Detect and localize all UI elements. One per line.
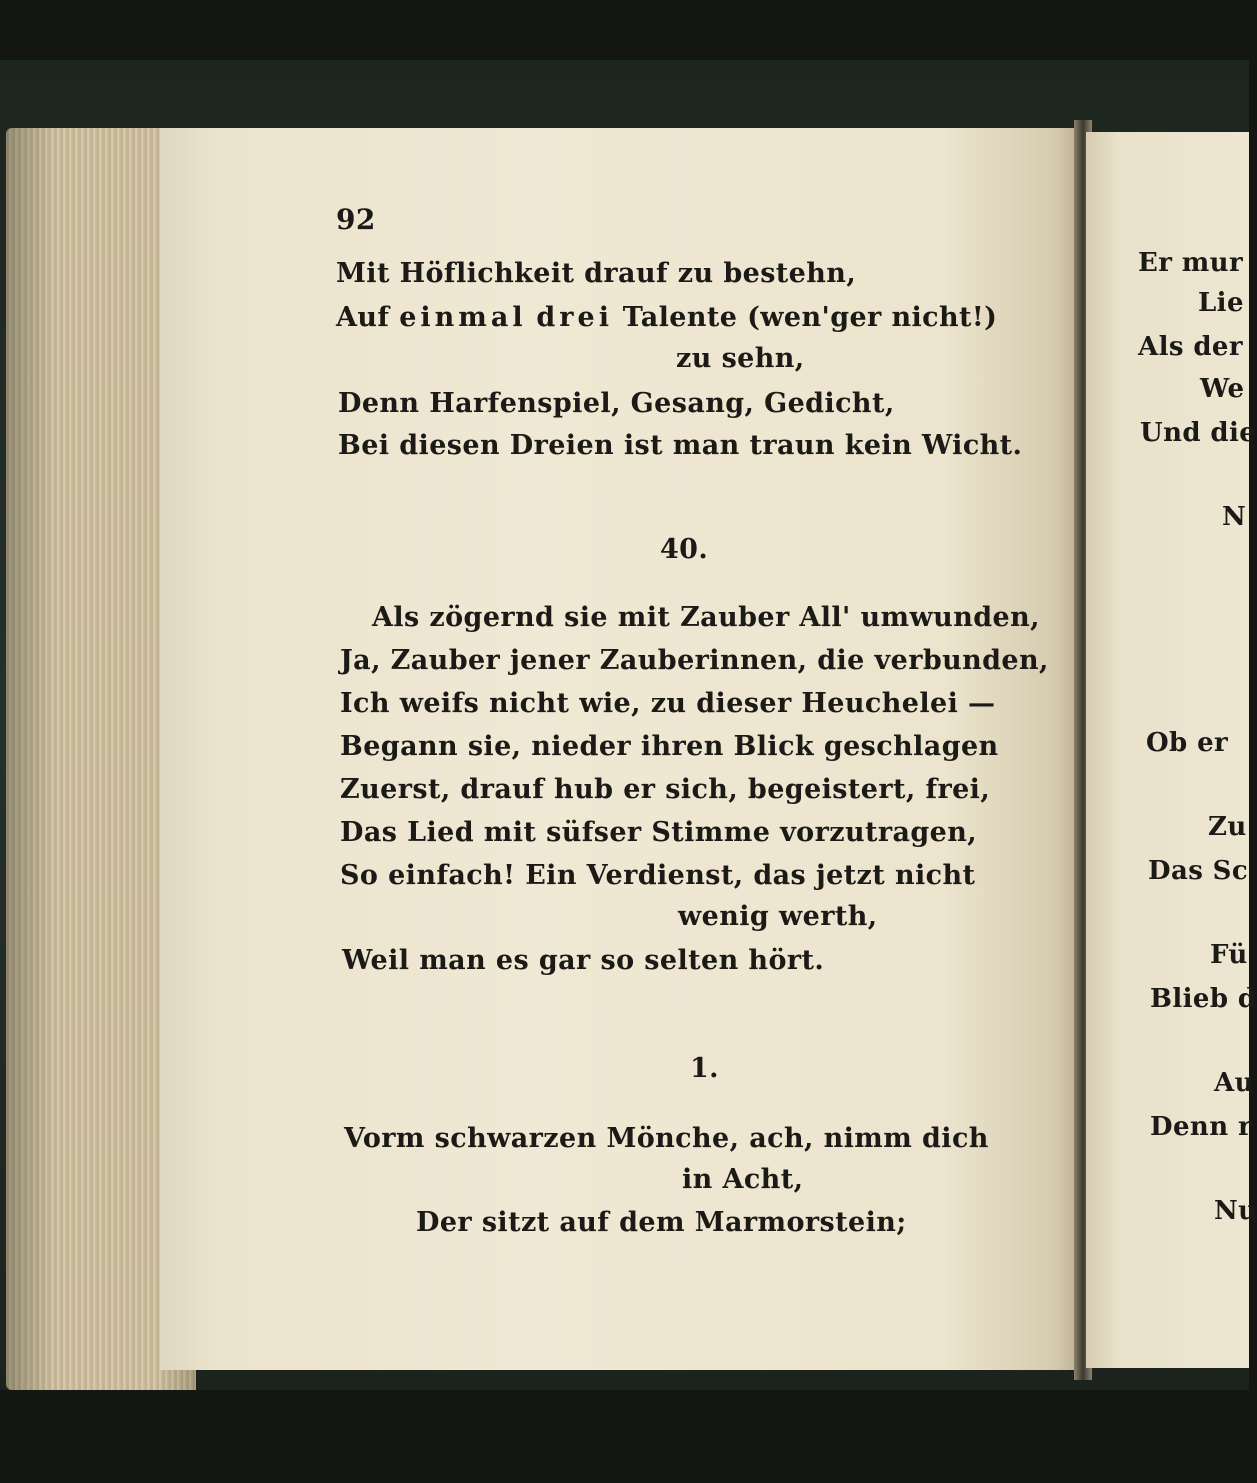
right-page-fragment: Denn r	[1150, 1112, 1253, 1142]
verse-line: Weil man es gar so selten hört.	[342, 945, 825, 976]
verse-line	[336, 302, 997, 333]
verse-line: Der sitzt auf dem Marmorstein;	[416, 1207, 907, 1238]
right-page-fragment: Zu	[1208, 812, 1247, 842]
right-page-fragment: Nu	[1214, 1196, 1257, 1226]
right-page-fragment: Blieb d	[1150, 984, 1257, 1014]
verse-line: Bei diesen Dreien ist man traun kein Wicht.	[338, 430, 1023, 461]
section-number-40: 40.	[660, 534, 709, 565]
verse-word-spaced: einmal	[399, 302, 527, 333]
verse-line: Begann sie, nieder ihren Blick geschlagen	[340, 731, 999, 762]
right-page-fragment: Lie	[1198, 288, 1244, 318]
right-page-fragment: Und die	[1140, 418, 1257, 448]
verse-line-continuation: wenig werth,	[678, 901, 878, 932]
verse-line: Denn Harfenspiel, Gesang, Gedicht,	[338, 388, 895, 419]
verse-line: Als zögernd sie mit Zauber All' umwunden,	[372, 602, 1040, 633]
verse-line: Ich weifs nicht wie, zu dieser Heuchelei —	[340, 688, 996, 719]
verse-word-spaced: drei	[536, 302, 613, 333]
right-page-fragment: Als der	[1138, 332, 1243, 362]
verse-line: Zuerst, drauf hub er sich, begeistert, frei,	[340, 774, 991, 805]
verse-line: So einfach! Ein Verdienst, das jetzt nicht	[340, 860, 976, 891]
verse-line: Vorm schwarzen Mönche, ach, nimm dich	[344, 1123, 989, 1154]
verse-line-continuation: in Acht,	[682, 1164, 804, 1195]
right-page-fragment: N	[1222, 502, 1247, 532]
right-page-fragment: Au	[1214, 1068, 1254, 1098]
verse-word: Auf	[336, 302, 390, 333]
verse-line: Ja, Zauber jener Zauberinnen, die verbunden,	[340, 645, 1049, 676]
verse-word: Talente (wen'ger nicht!)	[622, 302, 998, 333]
right-page-fragment: Er mur	[1138, 248, 1244, 278]
right-page-fragment: Ob er	[1146, 728, 1229, 758]
verse-line: Mit Höflichkeit drauf zu bestehn,	[336, 258, 857, 289]
section-number-1: 1.	[690, 1053, 719, 1084]
page-number: 92	[336, 203, 376, 236]
right-page-fragment: Das Sc	[1148, 856, 1249, 886]
verse-line-continuation: zu sehn,	[676, 343, 805, 374]
verse-line: Das Lied mit süfser Stimme vorzutragen,	[340, 817, 978, 848]
right-page-fragment: We	[1200, 374, 1245, 404]
right-page-fragment: Fü	[1210, 940, 1248, 970]
